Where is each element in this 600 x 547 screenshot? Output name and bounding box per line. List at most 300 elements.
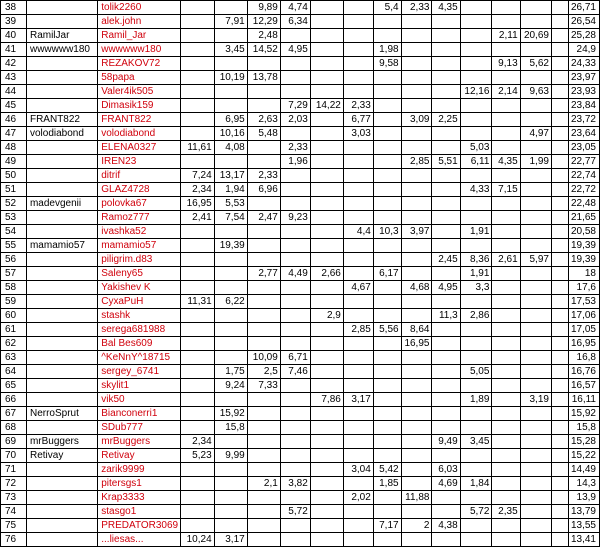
score-cell	[280, 71, 310, 85]
score-cell: 3,45	[214, 43, 247, 57]
score-cell	[310, 71, 343, 85]
score-cell	[492, 309, 520, 323]
table-row	[1, 71, 600, 85]
rank-cell: 64	[1, 365, 27, 379]
score-cell	[247, 281, 280, 295]
score-cell	[432, 407, 460, 421]
score-cell	[520, 183, 551, 197]
score-cell	[343, 239, 373, 253]
score-cell	[401, 99, 432, 113]
forum-name-cell	[26, 169, 97, 183]
player-nick-cell: СухаРuH	[98, 295, 181, 309]
score-cell	[432, 71, 460, 85]
score-cell	[343, 309, 373, 323]
score-cell: 5,53	[214, 197, 247, 211]
score-cell: 2,47	[247, 211, 280, 225]
score-cell	[343, 295, 373, 309]
total-cell: 17,53	[568, 295, 599, 309]
player-nick-cell: Krap3333	[98, 491, 181, 505]
score-cell	[181, 477, 215, 491]
score-cell	[247, 533, 280, 547]
score-cell	[280, 323, 310, 337]
forum-name-cell	[26, 323, 97, 337]
forum-name-cell: volodiabond	[26, 127, 97, 141]
score-cell	[520, 463, 551, 477]
table-row	[1, 29, 600, 43]
score-cell	[373, 15, 401, 29]
table-row	[1, 141, 600, 155]
rank-cell: 66	[1, 393, 27, 407]
score-cell	[280, 281, 310, 295]
score-cell	[181, 85, 215, 99]
score-cell	[247, 197, 280, 211]
score-cell	[310, 1, 343, 15]
forum-name-cell	[26, 365, 97, 379]
score-cell: 6,77	[343, 113, 373, 127]
score-cell: 7,29	[280, 99, 310, 113]
score-cell	[280, 309, 310, 323]
score-cell	[310, 127, 343, 141]
table-row	[1, 43, 600, 57]
score-cell	[181, 351, 215, 365]
score-cell: 3,17	[343, 393, 373, 407]
score-cell	[520, 169, 551, 183]
score-cell	[247, 225, 280, 239]
score-cell	[551, 379, 568, 393]
rank-cell: 50	[1, 169, 27, 183]
score-cell	[551, 85, 568, 99]
score-cell	[247, 295, 280, 309]
score-cell: 12,29	[247, 15, 280, 29]
score-cell	[460, 295, 492, 309]
score-cell: 9,24	[214, 379, 247, 393]
score-cell	[551, 71, 568, 85]
score-cell	[401, 169, 432, 183]
score-cell	[401, 309, 432, 323]
table-row	[1, 183, 600, 197]
forum-name-cell	[26, 477, 97, 491]
score-cell	[214, 435, 247, 449]
forum-name-cell	[26, 533, 97, 547]
score-cell	[401, 449, 432, 463]
score-cell	[520, 281, 551, 295]
rank-cell: 70	[1, 449, 27, 463]
score-cell	[460, 337, 492, 351]
score-cell: 5,4	[373, 1, 401, 15]
score-cell: 2,48	[247, 29, 280, 43]
score-cell	[214, 155, 247, 169]
rank-cell: 48	[1, 141, 27, 155]
player-nick-cell: ditrif	[98, 169, 181, 183]
player-nick-cell: Ramoz777	[98, 211, 181, 225]
score-cell: 8,36	[460, 253, 492, 267]
score-cell	[520, 295, 551, 309]
score-cell	[551, 225, 568, 239]
score-cell: 1,84	[460, 477, 492, 491]
score-cell	[551, 449, 568, 463]
score-cell: 4,08	[214, 141, 247, 155]
rank-cell: 68	[1, 421, 27, 435]
forum-name-cell	[26, 1, 97, 15]
score-cell	[551, 29, 568, 43]
rank-cell: 43	[1, 71, 27, 85]
player-nick-cell: Saleny65	[98, 267, 181, 281]
score-cell	[520, 141, 551, 155]
score-cell: 2,34	[181, 183, 215, 197]
score-cell	[460, 169, 492, 183]
score-cell	[401, 351, 432, 365]
score-cell	[343, 183, 373, 197]
table-row	[1, 281, 600, 295]
score-cell: 5,23	[181, 449, 215, 463]
score-cell: 3,82	[280, 477, 310, 491]
score-cell	[460, 449, 492, 463]
score-cell: 3,3	[460, 281, 492, 295]
player-nick-cell: Yakishev K	[98, 281, 181, 295]
score-cell: 4,35	[432, 1, 460, 15]
table-row	[1, 533, 600, 547]
score-cell	[280, 519, 310, 533]
total-cell: 23,05	[568, 141, 599, 155]
rank-cell: 65	[1, 379, 27, 393]
table-row	[1, 309, 600, 323]
score-cell	[310, 29, 343, 43]
score-cell	[310, 253, 343, 267]
player-nick-cell: SDub777	[98, 421, 181, 435]
score-cell	[181, 491, 215, 505]
score-cell	[181, 365, 215, 379]
score-cell	[401, 85, 432, 99]
score-cell	[373, 449, 401, 463]
score-cell	[343, 365, 373, 379]
table-row	[1, 393, 600, 407]
score-cell	[280, 225, 310, 239]
score-cell	[432, 449, 460, 463]
score-cell	[310, 519, 343, 533]
score-cell	[247, 449, 280, 463]
score-cell	[280, 239, 310, 253]
score-cell	[492, 491, 520, 505]
score-cell: 4,97	[520, 127, 551, 141]
score-cell	[551, 1, 568, 15]
player-nick-cell: ^KeNnY^18715	[98, 351, 181, 365]
score-cell	[310, 337, 343, 351]
score-cell	[432, 239, 460, 253]
score-cell	[343, 155, 373, 169]
score-cell	[373, 99, 401, 113]
score-cell	[280, 197, 310, 211]
player-nick-cell: alek.john	[98, 15, 181, 29]
forum-name-cell	[26, 421, 97, 435]
total-cell: 16,57	[568, 379, 599, 393]
forum-name-cell	[26, 491, 97, 505]
table-row	[1, 463, 600, 477]
score-cell: 5,97	[520, 253, 551, 267]
score-cell: 1,99	[520, 155, 551, 169]
score-cell	[373, 169, 401, 183]
score-cell	[181, 225, 215, 239]
score-cell	[247, 323, 280, 337]
score-cell: 4,35	[492, 155, 520, 169]
score-cell	[551, 309, 568, 323]
score-cell	[551, 155, 568, 169]
rank-cell: 60	[1, 309, 27, 323]
rank-cell: 53	[1, 211, 27, 225]
rank-cell: 49	[1, 155, 27, 169]
score-cell	[432, 127, 460, 141]
score-cell	[181, 421, 215, 435]
score-cell: 2,14	[492, 85, 520, 99]
score-cell	[401, 533, 432, 547]
score-cell	[181, 127, 215, 141]
score-cell	[492, 43, 520, 57]
score-cell: 2,86	[460, 309, 492, 323]
score-cell: 2	[401, 519, 432, 533]
score-cell	[247, 421, 280, 435]
score-cell	[343, 169, 373, 183]
score-cell	[401, 15, 432, 29]
score-cell	[460, 1, 492, 15]
score-cell: 13,17	[214, 169, 247, 183]
score-cell	[247, 239, 280, 253]
score-cell	[551, 43, 568, 57]
score-cell	[432, 99, 460, 113]
score-cell: 3,19	[520, 393, 551, 407]
score-cell	[343, 43, 373, 57]
forum-name-cell	[26, 281, 97, 295]
total-cell: 19,39	[568, 253, 599, 267]
score-cell	[460, 57, 492, 71]
score-cell	[343, 253, 373, 267]
score-cell	[181, 323, 215, 337]
score-cell	[181, 463, 215, 477]
score-cell	[280, 57, 310, 71]
score-cell: 4,68	[401, 281, 432, 295]
score-cell	[432, 43, 460, 57]
score-cell	[520, 15, 551, 29]
table-row	[1, 491, 600, 505]
forum-name-cell	[26, 393, 97, 407]
score-cell	[492, 127, 520, 141]
player-nick-cell: mamamio57	[98, 239, 181, 253]
score-cell	[310, 15, 343, 29]
score-cell	[551, 197, 568, 211]
score-cell	[310, 351, 343, 365]
score-cell	[460, 29, 492, 43]
score-cell: 1,75	[214, 365, 247, 379]
total-cell: 26,54	[568, 15, 599, 29]
rank-cell: 45	[1, 99, 27, 113]
total-cell: 16,8	[568, 351, 599, 365]
table-row	[1, 253, 600, 267]
score-cell	[401, 183, 432, 197]
score-cell	[373, 197, 401, 211]
score-cell	[343, 267, 373, 281]
score-cell	[214, 477, 247, 491]
score-cell	[432, 533, 460, 547]
score-cell: 13,78	[247, 71, 280, 85]
score-cell	[520, 99, 551, 113]
score-cell	[343, 533, 373, 547]
score-cell	[310, 435, 343, 449]
score-cell: 5,62	[520, 57, 551, 71]
score-cell	[520, 477, 551, 491]
table-row	[1, 169, 600, 183]
score-cell	[343, 337, 373, 351]
rank-cell: 58	[1, 281, 27, 295]
score-cell: 4,95	[280, 43, 310, 57]
score-cell	[280, 169, 310, 183]
total-cell: 15,92	[568, 407, 599, 421]
score-cell: 1,89	[460, 393, 492, 407]
score-cell	[310, 477, 343, 491]
forum-name-cell: mamamio57	[26, 239, 97, 253]
score-cell: 10,24	[181, 533, 215, 547]
score-cell	[280, 295, 310, 309]
forum-name-cell	[26, 99, 97, 113]
score-cell	[401, 505, 432, 519]
score-cell	[520, 533, 551, 547]
total-cell: 17,05	[568, 323, 599, 337]
score-cell: 1,91	[460, 267, 492, 281]
player-nick-cell: ivashka52	[98, 225, 181, 239]
score-cell: 7,17	[373, 519, 401, 533]
score-cell: 16,95	[181, 197, 215, 211]
rank-cell: 71	[1, 463, 27, 477]
score-cell: 3,97	[401, 225, 432, 239]
total-cell: 23,93	[568, 85, 599, 99]
score-cell	[492, 281, 520, 295]
score-cell: 6,96	[247, 183, 280, 197]
score-cell	[373, 183, 401, 197]
score-cell: 10,09	[247, 351, 280, 365]
score-cell: 5,48	[247, 127, 280, 141]
score-cell	[460, 113, 492, 127]
score-cell: 1,98	[373, 43, 401, 57]
score-cell	[280, 407, 310, 421]
score-cell: 2,33	[401, 1, 432, 15]
total-cell: 13,9	[568, 491, 599, 505]
forum-name-cell: wwwwww180	[26, 43, 97, 57]
player-nick-cell: IREN23	[98, 155, 181, 169]
forum-name-cell	[26, 253, 97, 267]
score-cell	[460, 379, 492, 393]
score-cell	[520, 379, 551, 393]
score-cell: 4,69	[432, 477, 460, 491]
score-cell	[214, 85, 247, 99]
score-cell: 11,88	[401, 491, 432, 505]
score-cell	[214, 57, 247, 71]
score-cell	[492, 141, 520, 155]
score-cell	[492, 99, 520, 113]
score-cell	[214, 29, 247, 43]
score-cell	[401, 393, 432, 407]
score-cell	[247, 57, 280, 71]
score-cell	[520, 309, 551, 323]
score-cell: 11,3	[432, 309, 460, 323]
score-cell	[432, 393, 460, 407]
score-cell: 3,03	[343, 127, 373, 141]
table-row	[1, 267, 600, 281]
score-cell	[310, 533, 343, 547]
total-cell: 16,95	[568, 337, 599, 351]
score-cell	[460, 323, 492, 337]
score-cell	[432, 379, 460, 393]
score-cell: 9,49	[432, 435, 460, 449]
player-nick-cell: PREDATOR3069	[98, 519, 181, 533]
score-cell	[214, 519, 247, 533]
score-cell	[520, 239, 551, 253]
player-nick-cell: 58papa	[98, 71, 181, 85]
score-cell	[432, 421, 460, 435]
total-cell: 19,39	[568, 239, 599, 253]
rank-cell: 54	[1, 225, 27, 239]
score-cell: 6,95	[214, 113, 247, 127]
score-cell	[551, 253, 568, 267]
rank-cell: 74	[1, 505, 27, 519]
score-cell	[214, 253, 247, 267]
score-cell: 3,09	[401, 113, 432, 127]
table-row	[1, 323, 600, 337]
total-cell: 23,97	[568, 71, 599, 85]
score-cell	[551, 351, 568, 365]
score-cell	[181, 155, 215, 169]
score-cell	[214, 491, 247, 505]
total-cell: 22,74	[568, 169, 599, 183]
score-cell	[460, 71, 492, 85]
score-cell	[432, 183, 460, 197]
score-cell	[310, 281, 343, 295]
score-cell	[520, 365, 551, 379]
score-cell	[247, 155, 280, 169]
score-cell: 2,9	[310, 309, 343, 323]
score-cell	[247, 407, 280, 421]
score-cell	[492, 407, 520, 421]
rank-cell: 69	[1, 435, 27, 449]
table-row	[1, 113, 600, 127]
table-row	[1, 239, 600, 253]
forum-name-cell	[26, 463, 97, 477]
score-cell	[214, 1, 247, 15]
total-cell: 23,84	[568, 99, 599, 113]
score-cell	[401, 127, 432, 141]
score-cell	[401, 211, 432, 225]
score-cell: 2,63	[247, 113, 280, 127]
score-cell: 9,23	[280, 211, 310, 225]
score-cell	[280, 463, 310, 477]
score-cell	[343, 477, 373, 491]
score-cell	[310, 449, 343, 463]
score-cell: 5,56	[373, 323, 401, 337]
score-cell	[181, 519, 215, 533]
score-cell: 2,45	[432, 253, 460, 267]
forum-name-cell	[26, 379, 97, 393]
score-cell	[460, 197, 492, 211]
total-cell: 15,8	[568, 421, 599, 435]
score-cell	[520, 113, 551, 127]
table-row	[1, 15, 600, 29]
score-cell: 2,5	[247, 365, 280, 379]
score-cell	[551, 365, 568, 379]
score-cell	[432, 225, 460, 239]
forum-name-cell	[26, 155, 97, 169]
table-row	[1, 85, 600, 99]
score-cell	[214, 505, 247, 519]
score-cell	[310, 407, 343, 421]
score-cell	[310, 505, 343, 519]
score-cell	[460, 491, 492, 505]
forum-name-cell: Retivay	[26, 449, 97, 463]
